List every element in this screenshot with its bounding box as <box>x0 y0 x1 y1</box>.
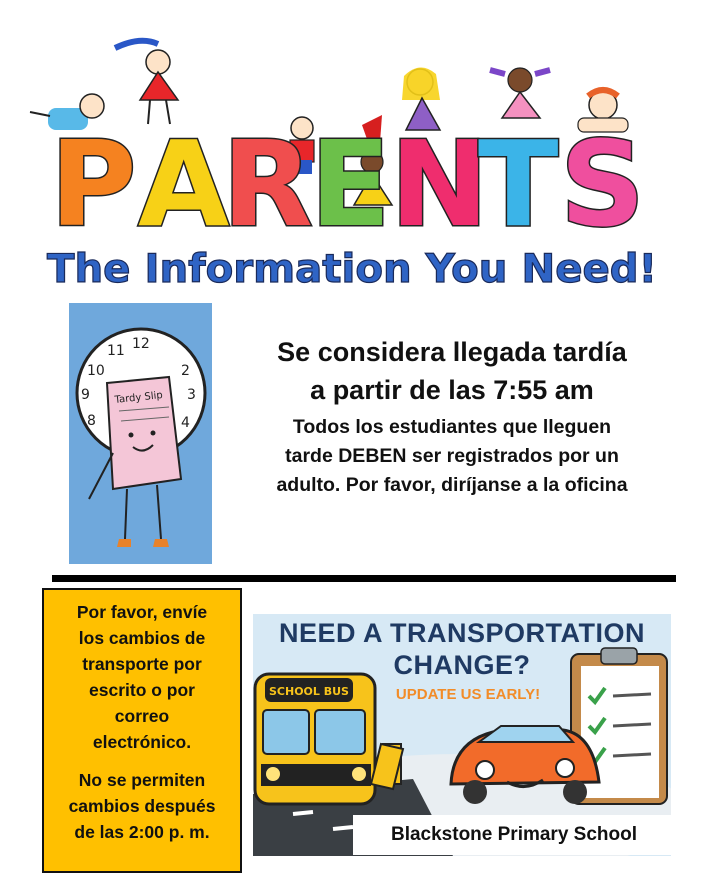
clock-illustration-panel <box>69 303 212 564</box>
clock-number: 2 <box>181 363 190 379</box>
title-letter: A <box>138 115 230 253</box>
notice-line: de las 2:00 p. m. <box>74 822 210 842</box>
notice-line: electrónico. <box>92 732 192 752</box>
late-title-line1: Se considera llegada tardía <box>277 337 627 367</box>
section-divider <box>52 575 676 582</box>
notice-line: cambios después <box>68 796 216 816</box>
transport-change-notice <box>42 588 242 873</box>
notice-line: transporte por <box>82 654 202 674</box>
kid-pink-dress <box>490 68 550 118</box>
late-title-line2: a partir de las 7:55 am <box>310 375 594 405</box>
transport-title-line2: CHANGE? <box>393 650 531 680</box>
clock-number: 8 <box>87 413 96 429</box>
title-letter: T <box>478 115 559 253</box>
notice-line: correo <box>114 706 170 726</box>
late-body-line3: adulto. Por favor, diríjanse a la oficina <box>276 474 628 496</box>
header-subtitle: The Information You Need! <box>47 247 657 292</box>
clock-number: 9 <box>81 387 90 403</box>
late-body-line2: tarde DEBEN ser registrados por un <box>285 445 619 467</box>
notice-line: los cambios de <box>78 628 206 648</box>
transport-title-line1: NEED A TRANSPORTATION <box>279 618 645 648</box>
title-letter: R <box>222 115 313 253</box>
clock-number: 12 <box>132 336 150 352</box>
notice-line: escrito o por <box>89 680 195 700</box>
clock-tardy-slip-icon <box>69 303 212 564</box>
bus-sign: SCHOOL BUS <box>269 685 349 698</box>
clock-number: 11 <box>107 343 125 359</box>
kid-red-dress <box>115 41 178 124</box>
tardy-slip-label: Tardy Slip <box>114 390 164 406</box>
clock-number: 4 <box>181 415 190 431</box>
title-letter: E <box>310 115 391 253</box>
title-letter: S <box>560 115 645 253</box>
transport-subtitle: UPDATE US EARLY! <box>395 686 541 703</box>
late-body-line1: Todos los estudiantes que lleguen <box>292 416 612 438</box>
title-letter: N <box>390 115 489 253</box>
title-letter: P <box>50 115 137 253</box>
school-name: Blackstone Primary School <box>353 815 675 855</box>
notice-line: No se permiten <box>78 770 206 790</box>
notice-line: Por favor, envíe <box>76 602 208 622</box>
late-arrival-notice <box>222 333 682 563</box>
clock-number: 10 <box>87 363 105 379</box>
parents-title <box>50 115 645 253</box>
clock-number: 3 <box>187 387 196 403</box>
parents-header-banner <box>0 0 705 300</box>
